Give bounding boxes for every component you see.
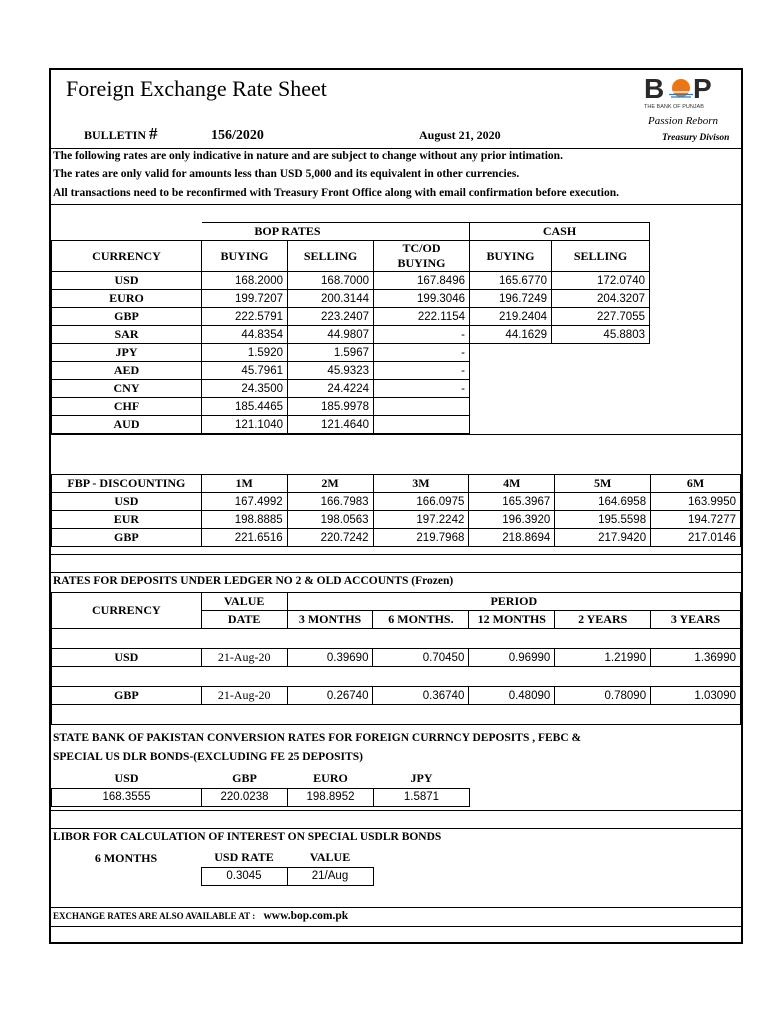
rate-cell: 222.1154 xyxy=(374,308,470,326)
bop-rate-row xyxy=(52,344,650,362)
rate-cell: 199.7207 xyxy=(202,290,288,308)
sbp-rate-cell: 168.3555 xyxy=(52,788,202,806)
bop-col-header: BUYING xyxy=(202,241,288,272)
sbp-rate-cell: 198.8952 xyxy=(288,788,374,806)
libor-6months-header: 6 MONTHS xyxy=(94,850,158,865)
fbp-rate-cell: 197.2242 xyxy=(373,511,469,529)
empty-cell xyxy=(552,362,650,380)
fbp-rate-cell: 165.3967 xyxy=(469,493,555,511)
fbp-col-header: 2M xyxy=(287,475,373,493)
rate-cell: 168.2000 xyxy=(202,272,288,290)
svg-text:P: P xyxy=(693,73,712,104)
deposit-rate-cell: 0.39690 xyxy=(287,649,373,667)
currency-code: GBP xyxy=(52,308,202,326)
bop-logo xyxy=(636,72,743,146)
rate-cell: 168.7000 xyxy=(288,272,374,290)
deposits-title: RATES FOR DEPOSITS UNDER LEDGER NO 2 & OLD ACCOUNTS (Frozen) xyxy=(53,575,454,587)
bop-rate-row xyxy=(52,380,650,398)
empty-cell xyxy=(470,398,552,416)
empty-cell xyxy=(470,380,552,398)
svg-text:B: B xyxy=(644,73,665,104)
libor-usd-rate: 0.3045 xyxy=(201,867,287,885)
bop-rates-table xyxy=(51,222,650,434)
sbp-rate-cell: 220.0238 xyxy=(202,788,288,806)
bulletin-date: August 21, 2020 xyxy=(419,128,501,142)
rate-cell: 44.8354 xyxy=(202,326,288,344)
libor-table xyxy=(51,849,374,886)
fbp-rate-cell: 221.6516 xyxy=(201,529,287,547)
footer-url[interactable]: www.bop.com.pk xyxy=(263,910,349,922)
sbp-col-header: USD xyxy=(114,771,139,786)
deposits-period-col: 2 YEARS xyxy=(555,611,651,629)
deposits-period-col: 12 MONTHS xyxy=(469,611,555,629)
svg-text:Passion Reborn: Passion Reborn xyxy=(648,115,718,127)
deposit-rate-cell: 1.21990 xyxy=(555,649,651,667)
rate-cell: 196.7249 xyxy=(470,290,552,308)
bop-rate-row xyxy=(52,272,650,290)
deposits-value-header: VALUE xyxy=(201,593,287,611)
empty-cell xyxy=(552,398,650,416)
fbp-rate-cell: 218.8694 xyxy=(469,529,555,547)
rate-cell: 219.2404 xyxy=(470,308,552,326)
rate-cell: 223.2407 xyxy=(288,308,374,326)
bop-rate-row xyxy=(52,398,650,416)
deposit-rate-cell: 0.48090 xyxy=(469,687,555,705)
bop-rate-row xyxy=(52,362,650,380)
fbp-col-header: 4M xyxy=(469,475,555,493)
empty-cell xyxy=(552,380,650,398)
bop-rate-row xyxy=(52,290,650,308)
rate-cell: 121.1040 xyxy=(202,416,288,434)
sbp-title-line-1: STATE BANK OF PAKISTAN CONVERSION RATES FOR FOREIGN CURRNCY DEPOSITS , FEBC & xyxy=(53,732,582,744)
bulletin-label xyxy=(84,124,158,144)
deposit-rate-cell: 0.26740 xyxy=(287,687,373,705)
bop-rate-row xyxy=(52,416,650,434)
deposit-rate-cell: 0.70450 xyxy=(373,649,469,667)
fbp-rate-cell: 220.7242 xyxy=(287,529,373,547)
libor-value-header: VALUE xyxy=(309,850,351,865)
footer-note xyxy=(53,910,348,922)
currency-code: USD xyxy=(52,272,202,290)
fbp-rate-cell: 198.8885 xyxy=(201,511,287,529)
rate-cell: 121.4640 xyxy=(288,416,374,434)
rate-cell: 44.9807 xyxy=(288,326,374,344)
bop-rate-row xyxy=(52,308,650,326)
currency-code: EUR xyxy=(52,511,202,529)
rate-cell: - xyxy=(374,362,470,380)
currency-code: USD xyxy=(52,649,202,667)
deposits-date-header: DATE xyxy=(201,611,287,629)
deposits-table xyxy=(51,592,741,725)
fbp-rate-cell: 194.7277 xyxy=(651,511,741,529)
empty-cell xyxy=(470,362,552,380)
deposit-rate-cell: 0.78090 xyxy=(555,687,651,705)
empty-cell xyxy=(470,416,552,434)
rate-cell xyxy=(374,398,470,416)
libor-title: LIBOR FOR CALCULATION OF INTEREST ON SPECIAL USDLR BONDS xyxy=(53,831,442,843)
bop-rates-group-header: BOP RATES xyxy=(202,223,374,241)
fbp-rate-cell: 219.7968 xyxy=(373,529,469,547)
deposits-period-col: 6 MONTHS. xyxy=(373,611,469,629)
rate-cell: 200.3144 xyxy=(288,290,374,308)
sbp-col-header: GBP xyxy=(232,771,257,786)
page-title: Foreign Exchange Rate Sheet xyxy=(66,76,327,101)
note-line-1: The following rates are only indicative in nature and are subject to change without any prior intimation. xyxy=(53,150,563,162)
note-line-3: All transactions need to be reconfirmed with Treasury Front Office along with email confirmation before execution. xyxy=(53,187,619,199)
currency-code: AED xyxy=(52,362,202,380)
fbp-col-header: FBP - DISCOUNTING xyxy=(52,475,202,493)
bop-col-header: SELLING xyxy=(288,241,374,272)
currency-code: GBP xyxy=(52,687,202,705)
rate-cell: 185.9978 xyxy=(288,398,374,416)
sbp-col-header: JPY xyxy=(410,771,433,786)
fbp-discounting-table xyxy=(51,474,741,547)
empty-cell xyxy=(552,344,650,362)
rate-cell: 199.3046 xyxy=(374,290,470,308)
rate-cell: 227.7055 xyxy=(552,308,650,326)
fbp-rate-cell: 198.0563 xyxy=(287,511,373,529)
rate-sheet xyxy=(49,68,743,944)
fbp-rate-cell: 217.0146 xyxy=(651,529,741,547)
deposits-currency-header: CURRENCY xyxy=(52,593,202,629)
currency-code: CHF xyxy=(52,398,202,416)
bulletin-hash: # xyxy=(149,124,158,143)
fbp-row xyxy=(52,511,741,529)
empty-cell xyxy=(552,416,650,434)
svg-text:Treasury Divison: Treasury Divison xyxy=(662,133,730,143)
empty-cell xyxy=(470,344,552,362)
currency-code: SAR xyxy=(52,326,202,344)
rate-cell: - xyxy=(374,380,470,398)
rate-cell: 1.5967 xyxy=(288,344,374,362)
rate-cell: 165.6770 xyxy=(470,272,552,290)
rate-cell: - xyxy=(374,344,470,362)
sbp-title-line-2: SPECIAL US DLR BONDS-(EXCLUDING FE 25 DEPOSITS) xyxy=(53,751,363,763)
fbp-col-header: 6M xyxy=(651,475,741,493)
note-line-2: The rates are only valid for amounts less than USD 5,000 and its equivalent in other currencies. xyxy=(53,168,520,180)
fbp-row xyxy=(52,529,741,547)
deposit-rate-cell: 1.03090 xyxy=(651,687,741,705)
fbp-rate-cell: 164.6958 xyxy=(555,493,651,511)
rate-cell: 172.0740 xyxy=(552,272,650,290)
deposits-period-header: PERIOD xyxy=(287,593,740,611)
rate-cell: 1.5920 xyxy=(202,344,288,362)
libor-value-date: 21/Aug xyxy=(287,867,373,885)
fbp-rate-cell: 196.3920 xyxy=(469,511,555,529)
deposits-period-col: 3 YEARS xyxy=(651,611,741,629)
bop-col-header: SELLING xyxy=(552,241,650,272)
currency-code: JPY xyxy=(52,344,202,362)
currency-code: USD xyxy=(52,493,202,511)
rate-cell xyxy=(374,416,470,434)
rate-cell: 45.7961 xyxy=(202,362,288,380)
fbp-rate-cell: 166.7983 xyxy=(287,493,373,511)
rate-cell: - xyxy=(374,326,470,344)
deposit-row xyxy=(52,687,741,705)
rate-cell: 222.5791 xyxy=(202,308,288,326)
sbp-rate-cell: 1.5871 xyxy=(374,788,470,806)
libor-usd-rate-header: USD RATE xyxy=(214,850,274,865)
rate-cell: 44.1629 xyxy=(470,326,552,344)
fbp-rate-cell: 166.0975 xyxy=(373,493,469,511)
bulletin-number: 156/2020 xyxy=(211,128,264,143)
fbp-rate-cell: 217.9420 xyxy=(555,529,651,547)
value-date: 21-Aug-20 xyxy=(201,687,287,705)
bop-rate-row xyxy=(52,326,650,344)
currency-code: AUD xyxy=(52,416,202,434)
fbp-col-header: 1M xyxy=(201,475,287,493)
rate-cell: 185.4465 xyxy=(202,398,288,416)
rate-cell: 167.8496 xyxy=(374,272,470,290)
value-date: 21-Aug-20 xyxy=(201,649,287,667)
sbp-conversion-table xyxy=(51,770,470,807)
rate-cell: 45.8803 xyxy=(552,326,650,344)
rate-cell: 204.3207 xyxy=(552,290,650,308)
cash-group-header: CASH xyxy=(470,223,650,241)
bop-col-header: TC/OD BUYING xyxy=(374,241,470,272)
deposit-rate-cell: 0.96990 xyxy=(469,649,555,667)
bulletin-label-text: BULLETIN xyxy=(84,128,147,142)
svg-text:THE BANK OF PUNJAB: THE BANK OF PUNJAB xyxy=(644,104,704,110)
sbp-col-header: EURO xyxy=(313,771,348,786)
currency-code: CNY xyxy=(52,380,202,398)
fbp-col-header: 3M xyxy=(373,475,469,493)
fbp-rate-cell: 167.4992 xyxy=(201,493,287,511)
rate-cell: 45.9323 xyxy=(288,362,374,380)
currency-code: GBP xyxy=(52,529,202,547)
bop-col-header: CURRENCY xyxy=(52,241,202,272)
deposits-period-col: 3 MONTHS xyxy=(287,611,373,629)
deposit-rate-cell: 1.36990 xyxy=(651,649,741,667)
rate-cell: 24.4224 xyxy=(288,380,374,398)
footer-text: EXCHANGE RATES ARE ALSO AVAILABLE AT : xyxy=(53,911,256,921)
fbp-rate-cell: 195.5598 xyxy=(555,511,651,529)
bop-col-header: BUYING xyxy=(470,241,552,272)
deposit-row xyxy=(52,649,741,667)
fbp-col-header: 5M xyxy=(555,475,651,493)
rate-cell: 24.3500 xyxy=(202,380,288,398)
currency-code: EURO xyxy=(52,290,202,308)
deposit-rate-cell: 0.36740 xyxy=(373,687,469,705)
fbp-rate-cell: 163.9950 xyxy=(651,493,741,511)
fbp-row xyxy=(52,493,741,511)
